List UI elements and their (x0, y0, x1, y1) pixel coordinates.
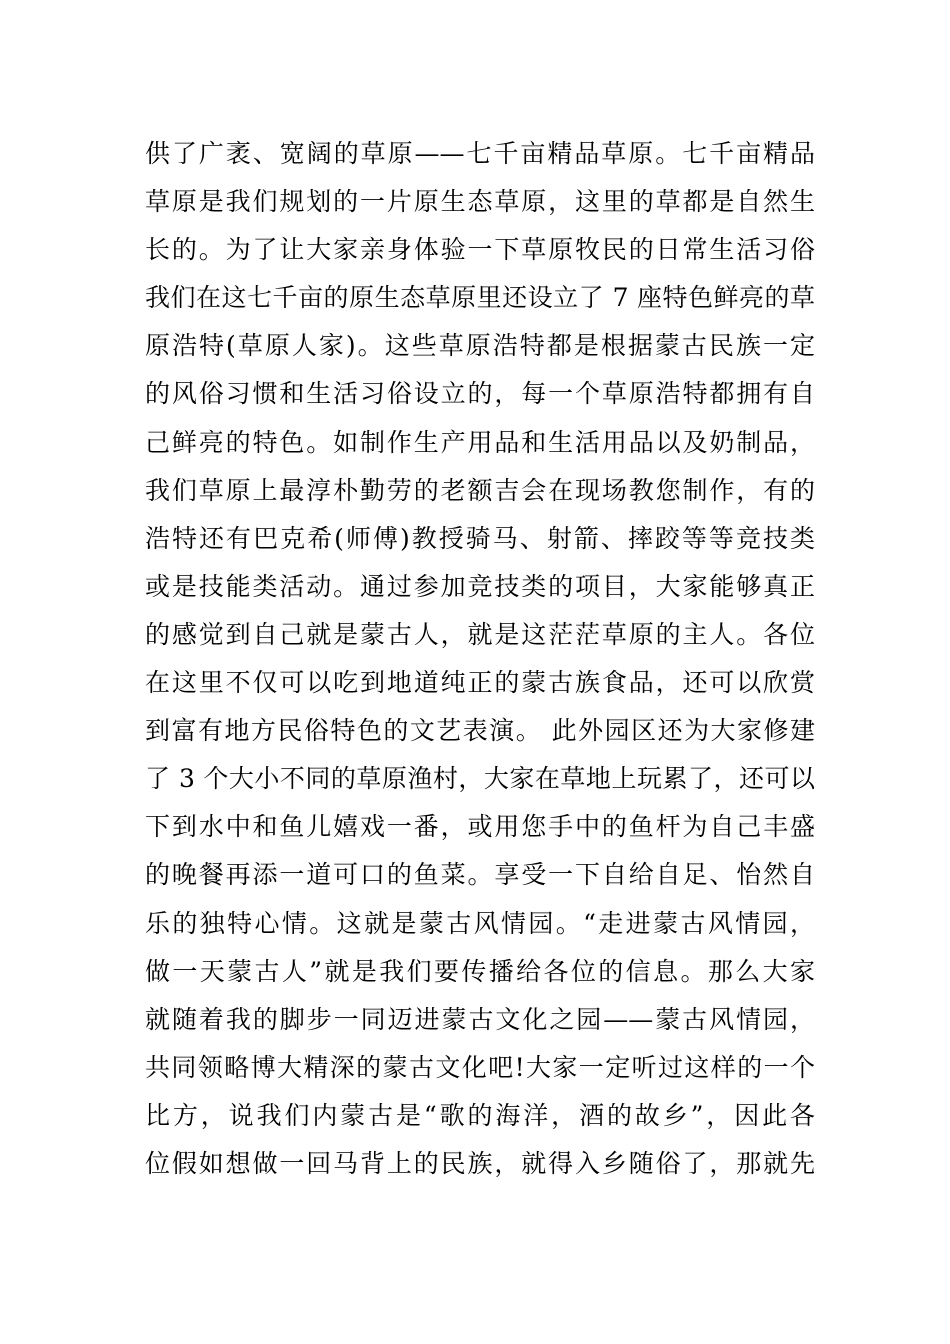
text-line: 了 3 个大小不同的草原渔村，大家在草地上玩累了，还可以 (145, 764, 815, 794)
text-line: 的晚餐再添一道可口的鱼菜。享受一下自给自足、怡然自 (145, 860, 815, 890)
text-line: 的感觉到自己就是蒙古人，就是这茫茫草原的主人。各位 (145, 619, 815, 649)
text-line: 浩特还有巴克希(师傅)教授骑马、射箭、摔跤等等竞技类 (145, 523, 815, 553)
text-line: 下到水中和鱼儿嬉戏一番，或用您手中的鱼杆为自己丰盛 (145, 812, 815, 842)
text-line: 共同领略博大精深的蒙古文化吧!大家一定听过这样的一个 (145, 1052, 815, 1082)
text-line: 己鲜亮的特色。如制作生产用品和生活用品以及奶制品， (145, 427, 815, 457)
body-text (145, 130, 815, 1188)
text-line: 长的。为了让大家亲身体验一下草原牧民的日常生活习俗 (145, 235, 815, 265)
text-line: 的风俗习惯和生活习俗设立的，每一个草原浩特都拥有自 (145, 379, 815, 409)
text-line: 我们草原上最淳朴勤劳的老额吉会在现场教您制作，有的 (145, 475, 815, 505)
text-line: 位假如想做一回马背上的民族，就得入乡随俗了，那就先 (145, 1148, 815, 1178)
text-line: 做一天蒙古人”就是我们要传播给各位的信息。那么大家 (145, 956, 815, 986)
text-line: 在这里不仅可以吃到地道纯正的蒙古族食品，还可以欣赏 (145, 668, 815, 698)
text-line: 比方，说我们内蒙古是“歌的海洋，酒的故乡”，因此各 (145, 1100, 815, 1130)
text-line: 就随着我的脚步一同迈进蒙古文化之园——蒙古风情园， (145, 1004, 815, 1034)
text-line: 到富有地方民俗特色的文艺表演。 此外园区还为大家修建 (145, 716, 815, 746)
text-line: 乐的独特心情。这就是蒙古风情园。“走进蒙古风情园， (145, 908, 815, 938)
text-line: 我们在这七千亩的原生态草原里还设立了 7 座特色鲜亮的草 (145, 283, 815, 313)
text-line: 草原是我们规划的一片原生态草原，这里的草都是自然生 (145, 187, 815, 217)
text-line: 供了广袤、宽阔的草原——七千亩精品草原。七千亩精品 (145, 139, 815, 168)
text-line: 原浩特(草原人家)。这些草原浩特都是根据蒙古民族一定 (145, 331, 815, 361)
text-line: 或是技能类活动。通过参加竞技类的项目，大家能够真正 (145, 571, 815, 601)
